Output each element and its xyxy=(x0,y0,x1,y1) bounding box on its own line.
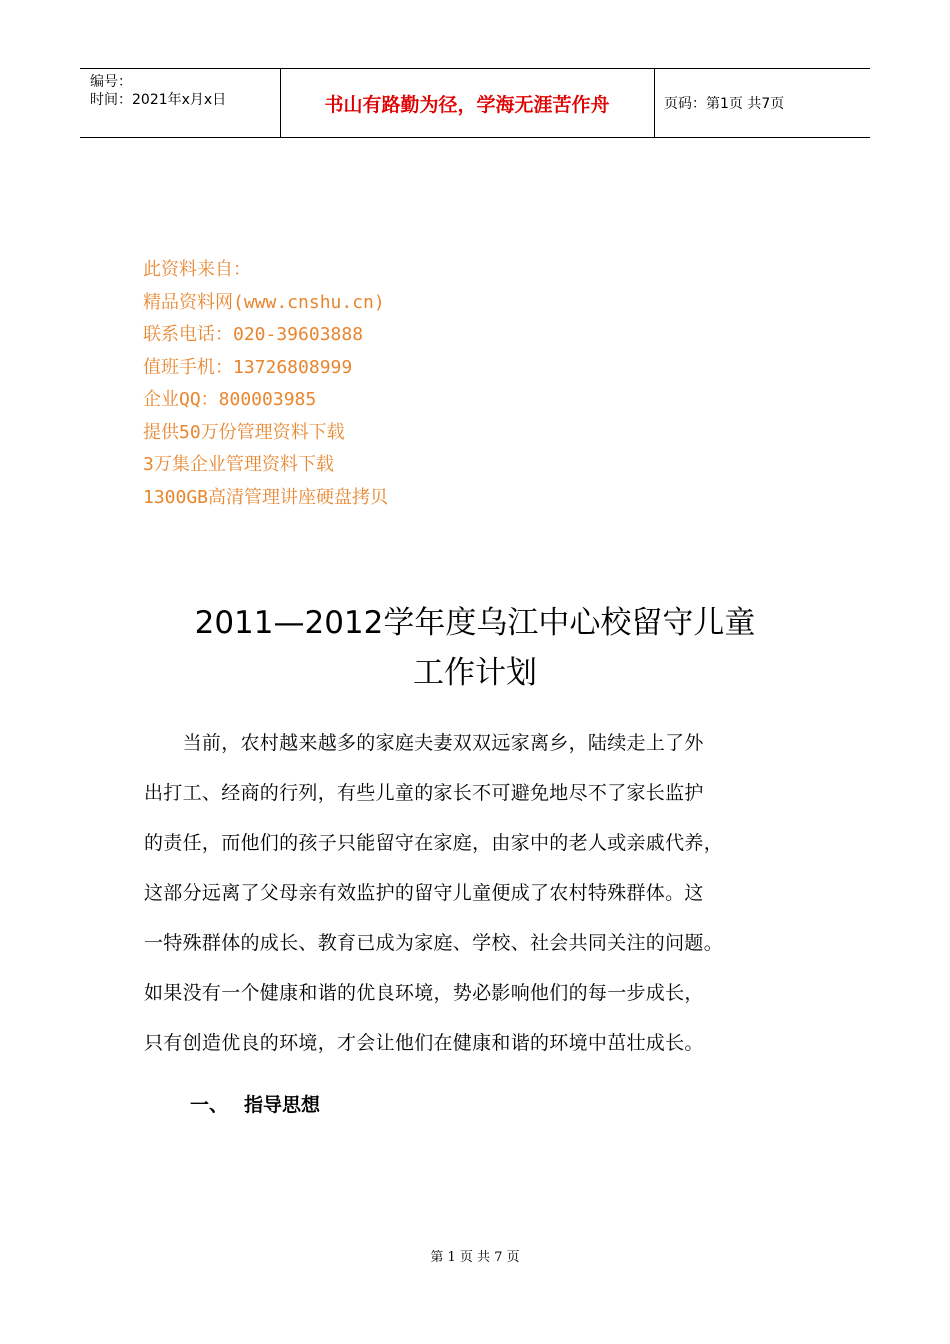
body-line: 这部分远离了父母亲有效监护的留守儿童便成了农村特殊群体。这 xyxy=(144,882,704,904)
source-line: 1300GB高清管理讲座硬盘拷贝 xyxy=(143,486,389,508)
header-left-cell xyxy=(90,73,226,109)
page-footer: 第 1 页 共 7 页 xyxy=(430,1250,520,1265)
source-line: 此资料来自： xyxy=(143,259,251,280)
source-line: 联系电话：020-39603888 xyxy=(143,324,364,345)
number-label: 编号： xyxy=(90,74,132,90)
motto: 书山有路勤为径，学海无涯苦作舟 xyxy=(324,93,610,116)
body-paragraph xyxy=(144,718,814,1068)
body-line: 出打工、经商的行列，有些儿童的家长不可避免地尽不了家长监护 xyxy=(144,782,704,804)
source-line: 企业QQ：800003985 xyxy=(143,389,317,410)
body-line: 只有创造优良的环境，才会让他们在健康和谐的环境中茁壮成长。 xyxy=(144,1032,704,1054)
body-line: 当前，农村越来越多的家庭夫妻双双远家离乡，陆续走上了外 xyxy=(144,732,704,754)
body-line: 一特殊群体的成长、教育已成为家庭、学校、社会共同关注的问题。 xyxy=(144,932,724,954)
header-table xyxy=(80,68,870,138)
section-number: 一、 xyxy=(190,1094,229,1116)
body-line: 如果没有一个健康和谐的优良环境，势必影响他们的每一步成长， xyxy=(144,982,704,1004)
time-label: 时间：2021年x月x日 xyxy=(90,92,227,108)
source-line: 精品资料网(www.cnshu.cn) xyxy=(143,291,385,313)
title-line-1: 2011—2012学年度乌江中心校留守儿童 xyxy=(194,605,756,641)
source-info xyxy=(143,254,388,514)
source-line: 值班手机：13726808999 xyxy=(143,356,353,378)
page-label: 页码：第1页 共7页 xyxy=(664,96,785,112)
source-line: 3万集企业管理资料下载 xyxy=(143,454,334,475)
document-title xyxy=(0,598,950,698)
section-heading xyxy=(190,1090,320,1117)
source-line: 提供50万份管理资料下载 xyxy=(143,421,345,443)
header-divider xyxy=(654,69,655,137)
section-title: 指导思想 xyxy=(244,1094,321,1116)
title-line-2: 工作计划 xyxy=(413,655,537,691)
body-line: 的责任，而他们的孩子只能留守在家庭，由家中的老人或亲戚代养， xyxy=(144,832,724,854)
